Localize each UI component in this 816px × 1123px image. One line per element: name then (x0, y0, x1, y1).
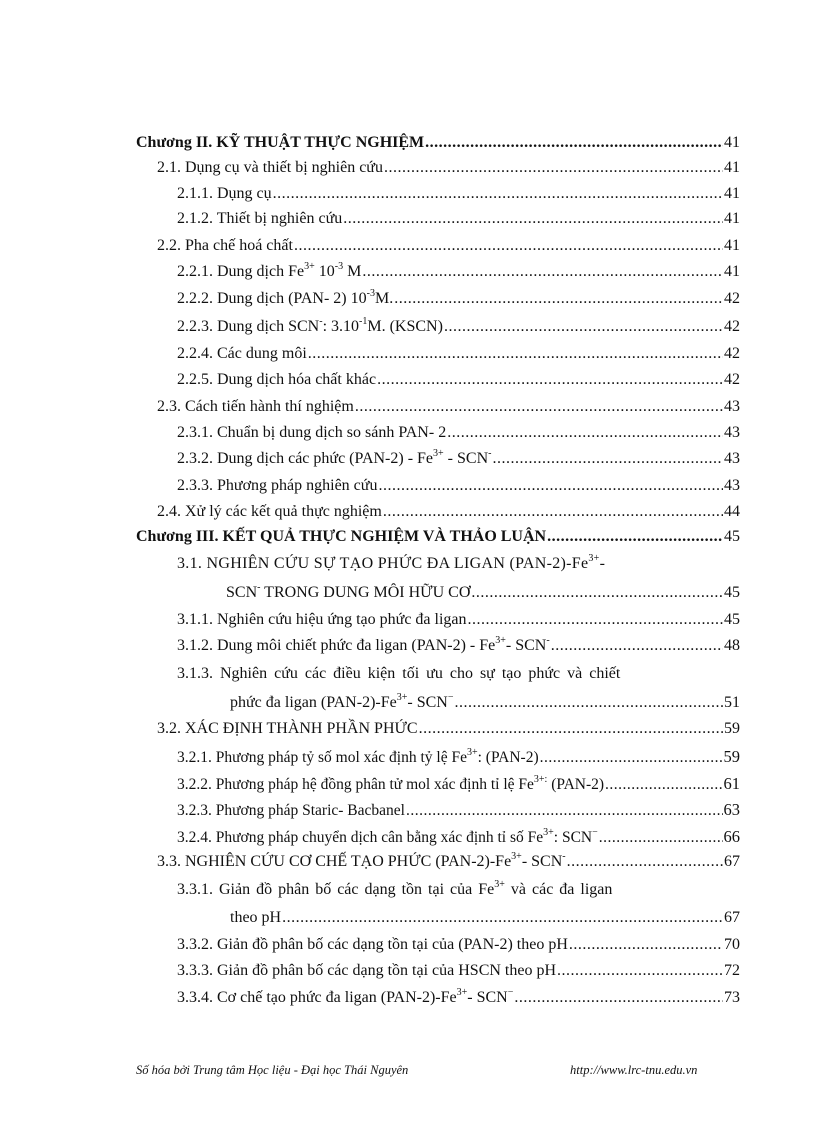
toc-entry-title: 2.1.1. Dụng cụ (177, 185, 272, 202)
toc-entry-title: 3.3.2. Giản đồ phân bố các dạng tồn tại của (PAN-2) theo pH (177, 936, 568, 953)
toc-entry[interactable] (230, 909, 740, 927)
toc-entry-title: 3.2.4. Phương pháp chuyển dịch cân bằng xác định tỉ số $Fe^{3+}$: SCN− (177, 826, 598, 846)
toc-entry-page: 59 (723, 747, 740, 766)
toc-entry-page: 41 (724, 185, 740, 202)
toc-entry-page: 41 (724, 134, 740, 151)
toc-entry[interactable] (177, 827, 740, 847)
toc-entry-title: 2.2. Pha chế hoá chất (157, 237, 293, 254)
toc-entry-title: Chương II. KỸ THUẬT THỰC NGHIỆM (136, 134, 425, 151)
toc-entry-page: 44 (724, 503, 740, 520)
toc-entry-title: 2.2.3. Dung dịch SCN-: $3.10^{-1}M$. (KSCN) (177, 315, 443, 335)
toc-entry[interactable] (157, 850, 740, 871)
toc-entry[interactable] (177, 185, 740, 203)
toc-entry-title: 3.1.1. Nghiên cứu hiệu ứng tạo phức đa ligan (177, 611, 467, 628)
toc-entry-title: 3.3. NGHIÊN CỨU CƠ CHẾ TẠO PHỨC $(PAN-2)-Fe^{3+}-$ SCN- (157, 850, 566, 870)
footer-left: Số hóa bởi Trung tâm Học liệu - Đại học Thái Nguyên (136, 1063, 409, 1077)
toc-entry[interactable] (177, 447, 740, 468)
toc-entry-page: 73 (724, 989, 740, 1006)
toc-entry-title: 2.4. Xử lý các kết quả thực nghiệm (157, 503, 382, 520)
toc-entry-page: 67 (724, 853, 740, 870)
toc-entry[interactable] (157, 237, 740, 255)
toc-entry-title: 2.1.2. Thiết bị nghiên cứu (177, 210, 343, 227)
toc-entry-page: 67 (724, 909, 740, 926)
toc-entry[interactable] (136, 134, 740, 152)
toc-entry-title: 3.2. XÁC ĐỊNH THÀNH PHẦN PHỨC (157, 720, 418, 737)
toc-entry[interactable] (177, 800, 740, 820)
toc-entry[interactable] (177, 345, 740, 363)
toc-entry-title: 3.3.1. Giản đồ phân bố các dạng tồn tại của $Fe^{3+}$ và các đa ligan (177, 878, 613, 898)
toc-entry[interactable] (177, 210, 740, 228)
toc-entry-line1[interactable] (177, 665, 740, 683)
toc-entry-page: 43 (724, 398, 740, 415)
toc-entry-page: 45 (724, 611, 740, 628)
toc-entry-page: 43 (724, 450, 740, 467)
toc-entry-page: 41 (724, 237, 740, 254)
toc-entry-title: 3.1.3. Nghiên cứu các điều kiện tối ưu cho sự tạo phức và chiết (177, 665, 621, 682)
toc-entry-page: 72 (724, 962, 740, 979)
toc-entry-page: 42 (724, 290, 740, 307)
toc-entry[interactable] (177, 986, 740, 1007)
toc-entry-page: 61 (723, 774, 740, 793)
toc-entry[interactable] (157, 720, 740, 738)
toc-entry[interactable] (177, 611, 740, 629)
toc-entry[interactable] (226, 581, 740, 602)
toc-entry-title: theo pH (230, 909, 282, 926)
toc-entry-title: Chương III. KẾT QUẢ THỰC NGHIỆM VÀ THẢO LUẬN (136, 528, 547, 545)
toc-entry-title: 2.2.2. Dung dịch (PAN- 2) $10^{-3}M$. (177, 287, 394, 307)
toc-entry-title: 3.1.2. Dung môi chiết phức đa ligan $(PAN-2) - Fe^{3+}-$ SCN- (177, 634, 550, 654)
toc-entry-title: 3.2.2. Phương pháp hệ đồng phân tử mol xác định tỉ lệ $Fe^{3+:}$ (PAN-2) (177, 773, 605, 793)
toc-entry-title: phức đa ligan $(PAN-2)-Fe^{3+}-$ SCN− (230, 691, 454, 711)
toc-entry[interactable] (177, 477, 740, 495)
toc-entry-page: 45 (724, 528, 740, 545)
toc-entry-title: 3.1. NGHIÊN CỨU SỰ TẠO PHỨC ĐA LIGAN $(PAN-2)-Fe^{3+}-$ (177, 552, 606, 572)
toc-entry-title: 2.2.1. Dung dịch $Fe^{3+}$ $10^{-3}$ M (177, 260, 362, 280)
toc-entry[interactable] (157, 503, 740, 521)
toc-entry[interactable] (177, 634, 740, 655)
toc-entry[interactable] (157, 159, 740, 177)
toc-entry[interactable] (177, 747, 740, 767)
toc-entry-title: SCN- TRONG DUNG MÔI HỮU CƠ (226, 581, 471, 601)
toc-entry[interactable] (230, 691, 740, 712)
toc-entry-page: 42 (724, 345, 740, 362)
toc-entry-title: 2.3.3. Phương pháp nghiên cứu (177, 477, 378, 494)
toc-entry-page: 43 (724, 477, 740, 494)
toc-entry[interactable] (157, 398, 740, 416)
toc-entry-page: 51 (724, 694, 740, 711)
toc-entry-title: 3.2.1. Phương pháp tỷ số mol xác định tỷ lệ $Fe^{3+}$: (PAN-2) (177, 746, 539, 766)
toc-entry-title: 2.2.5. Dung dịch hóa chất khác (177, 371, 377, 388)
toc-entry-line1[interactable] (177, 878, 740, 899)
toc-entry[interactable] (177, 315, 740, 336)
toc-entry-page: 42 (724, 371, 740, 388)
toc-entry[interactable] (177, 962, 740, 980)
toc-entry-page: 41 (724, 159, 740, 176)
toc-entry-page: 70 (724, 936, 740, 953)
toc-entry-page: 43 (724, 424, 740, 441)
toc-entry-page: 48 (724, 637, 740, 654)
toc-entry-page: 41 (724, 263, 740, 280)
toc-entry[interactable] (177, 424, 740, 442)
toc-entry-title: 2.3.2. Dung dịch các phức $(PAN-2) - Fe^{3+} - SCN^-$ (177, 447, 492, 467)
toc-entry[interactable] (177, 936, 740, 954)
toc-entry-page: 59 (724, 720, 740, 737)
toc-entry[interactable] (177, 287, 740, 308)
toc-entry[interactable] (136, 528, 740, 546)
toc-entry-title: 3.3.4. Cơ chế tạo phức đa ligan $(PAN-2)-Fe^{3+}-$ SCN− (177, 986, 514, 1006)
toc-entry-title: 3.3.3. Giản đồ phân bố các dạng tồn tại của HSCN theo pH (177, 962, 557, 979)
toc-entry-title: 2.3.1. Chuẩn bị dung dịch so sánh PAN- 2 (177, 424, 447, 441)
toc-entry[interactable] (177, 371, 740, 389)
toc-entry-title: 2.3. Cách tiến hành thí nghiệm (157, 398, 354, 415)
toc-entry-line1[interactable] (177, 552, 740, 573)
toc-entry-page: 63 (723, 800, 740, 819)
toc-entry-title: 2.1. Dụng cụ và thiết bị nghiên cứu (157, 159, 383, 176)
footer-url[interactable]: http://www.lrc-tnu.edu.vn (570, 1063, 698, 1077)
toc-entry-page: 42 (724, 318, 740, 335)
toc-entry-page: 45 (724, 584, 740, 601)
toc-entry[interactable] (177, 774, 740, 794)
toc-entry-title: 3.2.3. Phương pháp Staric- Bacbanel (177, 802, 405, 819)
toc-entry-page: 41 (724, 210, 740, 227)
toc-entry-page: 66 (723, 827, 740, 846)
toc-entry[interactable] (177, 260, 740, 281)
toc-entry-title: 2.2.4. Các dung môi (177, 345, 307, 362)
